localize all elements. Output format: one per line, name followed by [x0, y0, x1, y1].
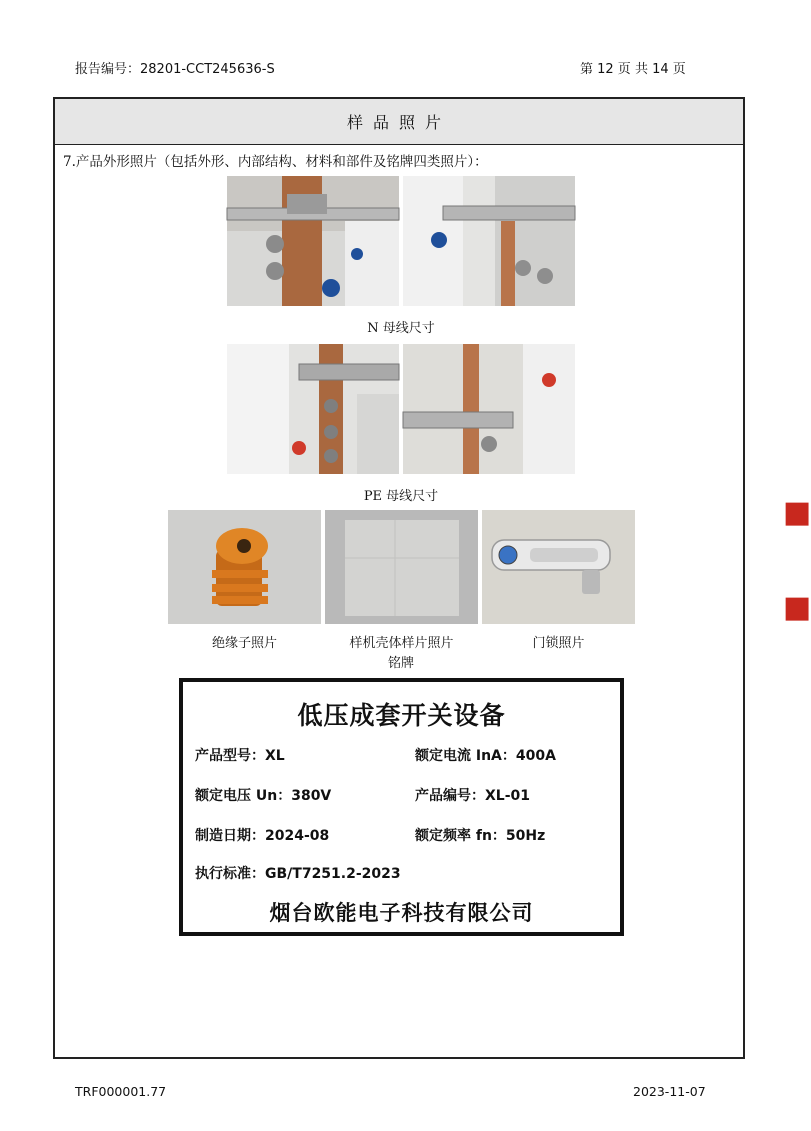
- door-lock-caption: 门锁照片: [532, 636, 585, 651]
- nameplate-standard: 执行标准：GB/T7251.2-2023: [195, 866, 401, 882]
- nameplate-rated-voltage: 额定电压 Un：380V: [195, 788, 332, 804]
- nameplate-caption: 铭牌: [387, 656, 414, 671]
- form-date: 2023-11-07: [633, 1084, 706, 1099]
- housing-sample-photo: [325, 510, 478, 624]
- n-busbar-photo-left: [227, 176, 399, 306]
- housing-sample-caption: 样机壳体样片照片: [349, 636, 454, 651]
- section-title: 样品照片: [55, 99, 743, 145]
- n-busbar-photo-right: [403, 176, 575, 306]
- nameplate-title: 低压成套开关设备: [297, 701, 506, 730]
- n-busbar-caption: N 母线尺寸: [367, 321, 435, 336]
- nameplate-company: 烟台欧能电子科技有限公司: [269, 901, 534, 925]
- page-indicator: 第 12 页 共 14 页: [580, 62, 686, 77]
- report-frame: [53, 97, 745, 1059]
- nameplate-model: 产品型号：XL: [195, 748, 285, 764]
- stamp-fragment-bottom: ■: [783, 590, 811, 625]
- pe-busbar-photo-left: [227, 344, 399, 474]
- form-number: TRF000001.77: [75, 1084, 167, 1099]
- insulator-caption: 绝缘子照片: [211, 636, 277, 651]
- stamp-fragment-top: ■: [783, 495, 811, 530]
- intro-text: 7.产品外形照片（包括外形、内部结构、材料和部件及铭牌四类照片）：: [63, 154, 488, 170]
- nameplate: [179, 678, 624, 936]
- nameplate-rated-frequency: 额定频率 fn：50Hz: [415, 828, 546, 844]
- insulator-photo: [168, 510, 321, 624]
- pe-busbar-photo-right: [403, 344, 575, 474]
- report-number: 报告编号：28201-CCT245636-S: [75, 62, 275, 77]
- nameplate-rated-current: 额定电流 InA：400A: [415, 748, 556, 764]
- pe-busbar-caption: PE 母线尺寸: [363, 489, 439, 504]
- nameplate-manufacture-date: 制造日期：2024-08: [195, 828, 330, 844]
- door-lock-photo: [482, 510, 635, 624]
- nameplate-product-number: 产品编号：XL-01: [415, 788, 531, 804]
